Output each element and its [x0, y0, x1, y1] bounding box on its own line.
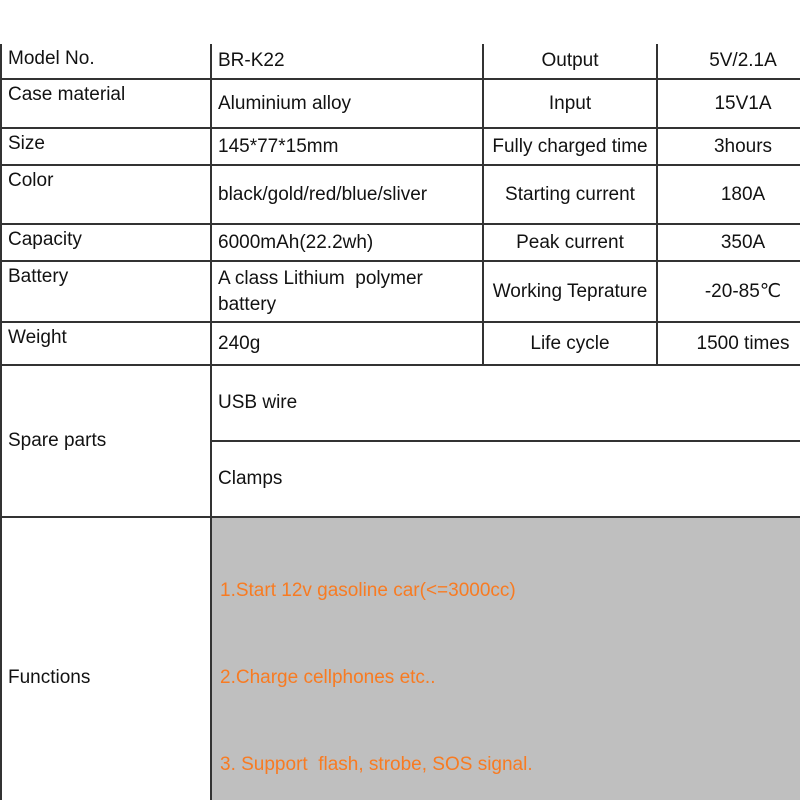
spec-label-size: Size — [1, 128, 211, 165]
spec-value-model-no: BR-K22 — [211, 44, 483, 79]
spec-value-peak-current: 350A — [657, 224, 800, 261]
spec-value-color: black/gold/red/blue/sliver — [211, 165, 483, 224]
spec-value-output: 5V/2.1A — [657, 44, 800, 79]
spec-label-color: Color — [1, 165, 211, 224]
table-row — [1, 517, 800, 800]
table-row — [1, 322, 800, 365]
table-row — [1, 165, 800, 224]
spec-label-output: Output — [483, 44, 657, 79]
table-row — [1, 128, 800, 165]
spec-label-capacity: Capacity — [1, 224, 211, 261]
table-row — [1, 224, 800, 261]
table-row — [1, 79, 800, 128]
spec-label-life-cycle: Life cycle — [483, 322, 657, 365]
function-line-1: 1.Start 12v gasoline car(<=3000cc) — [220, 580, 516, 601]
spare-parts-label: Spare parts — [1, 365, 211, 517]
table-row — [1, 261, 800, 322]
spec-value-case-material: Aluminium alloy — [211, 79, 483, 128]
spec-value-fully-charged-time: 3hours — [657, 128, 800, 165]
table-row — [1, 44, 800, 79]
spare-part-item-clamps: Clamps — [211, 441, 800, 517]
spec-value-capacity: 6000mAh(22.2wh) — [211, 224, 483, 261]
spec-label-working-temperature: Working Teprature — [483, 261, 657, 322]
spec-value-life-cycle: 1500 times — [657, 322, 800, 365]
spec-value-starting-current: 180A — [657, 165, 800, 224]
spec-label-case-material: Case material — [1, 79, 211, 128]
spec-value-working-temperature: -20-85℃ — [657, 261, 800, 322]
functions-list — [211, 517, 800, 800]
spec-value-weight: 240g — [211, 322, 483, 365]
spec-label-fully-charged-time: Fully charged time — [483, 128, 657, 165]
spec-label-battery: Battery — [1, 261, 211, 322]
spec-label-input: Input — [483, 79, 657, 128]
function-line-3: 3. Support flash, strobe, SOS signal. — [220, 754, 533, 775]
spec-table — [0, 44, 800, 800]
table-row — [1, 365, 800, 441]
spec-value-size: 145*77*15mm — [211, 128, 483, 165]
spec-label-peak-current: Peak current — [483, 224, 657, 261]
spec-label-starting-current: Starting current — [483, 165, 657, 224]
function-line-2: 2.Charge cellphones etc.. — [220, 667, 436, 688]
spec-value-battery: A class Lithium polymer battery — [211, 261, 483, 322]
spec-label-model-no: Model No. — [1, 44, 211, 79]
spare-part-item-usb-wire: USB wire — [211, 365, 800, 441]
spec-label-weight: Weight — [1, 322, 211, 365]
spec-value-input: 15V1A — [657, 79, 800, 128]
functions-label: Functions — [1, 517, 211, 800]
